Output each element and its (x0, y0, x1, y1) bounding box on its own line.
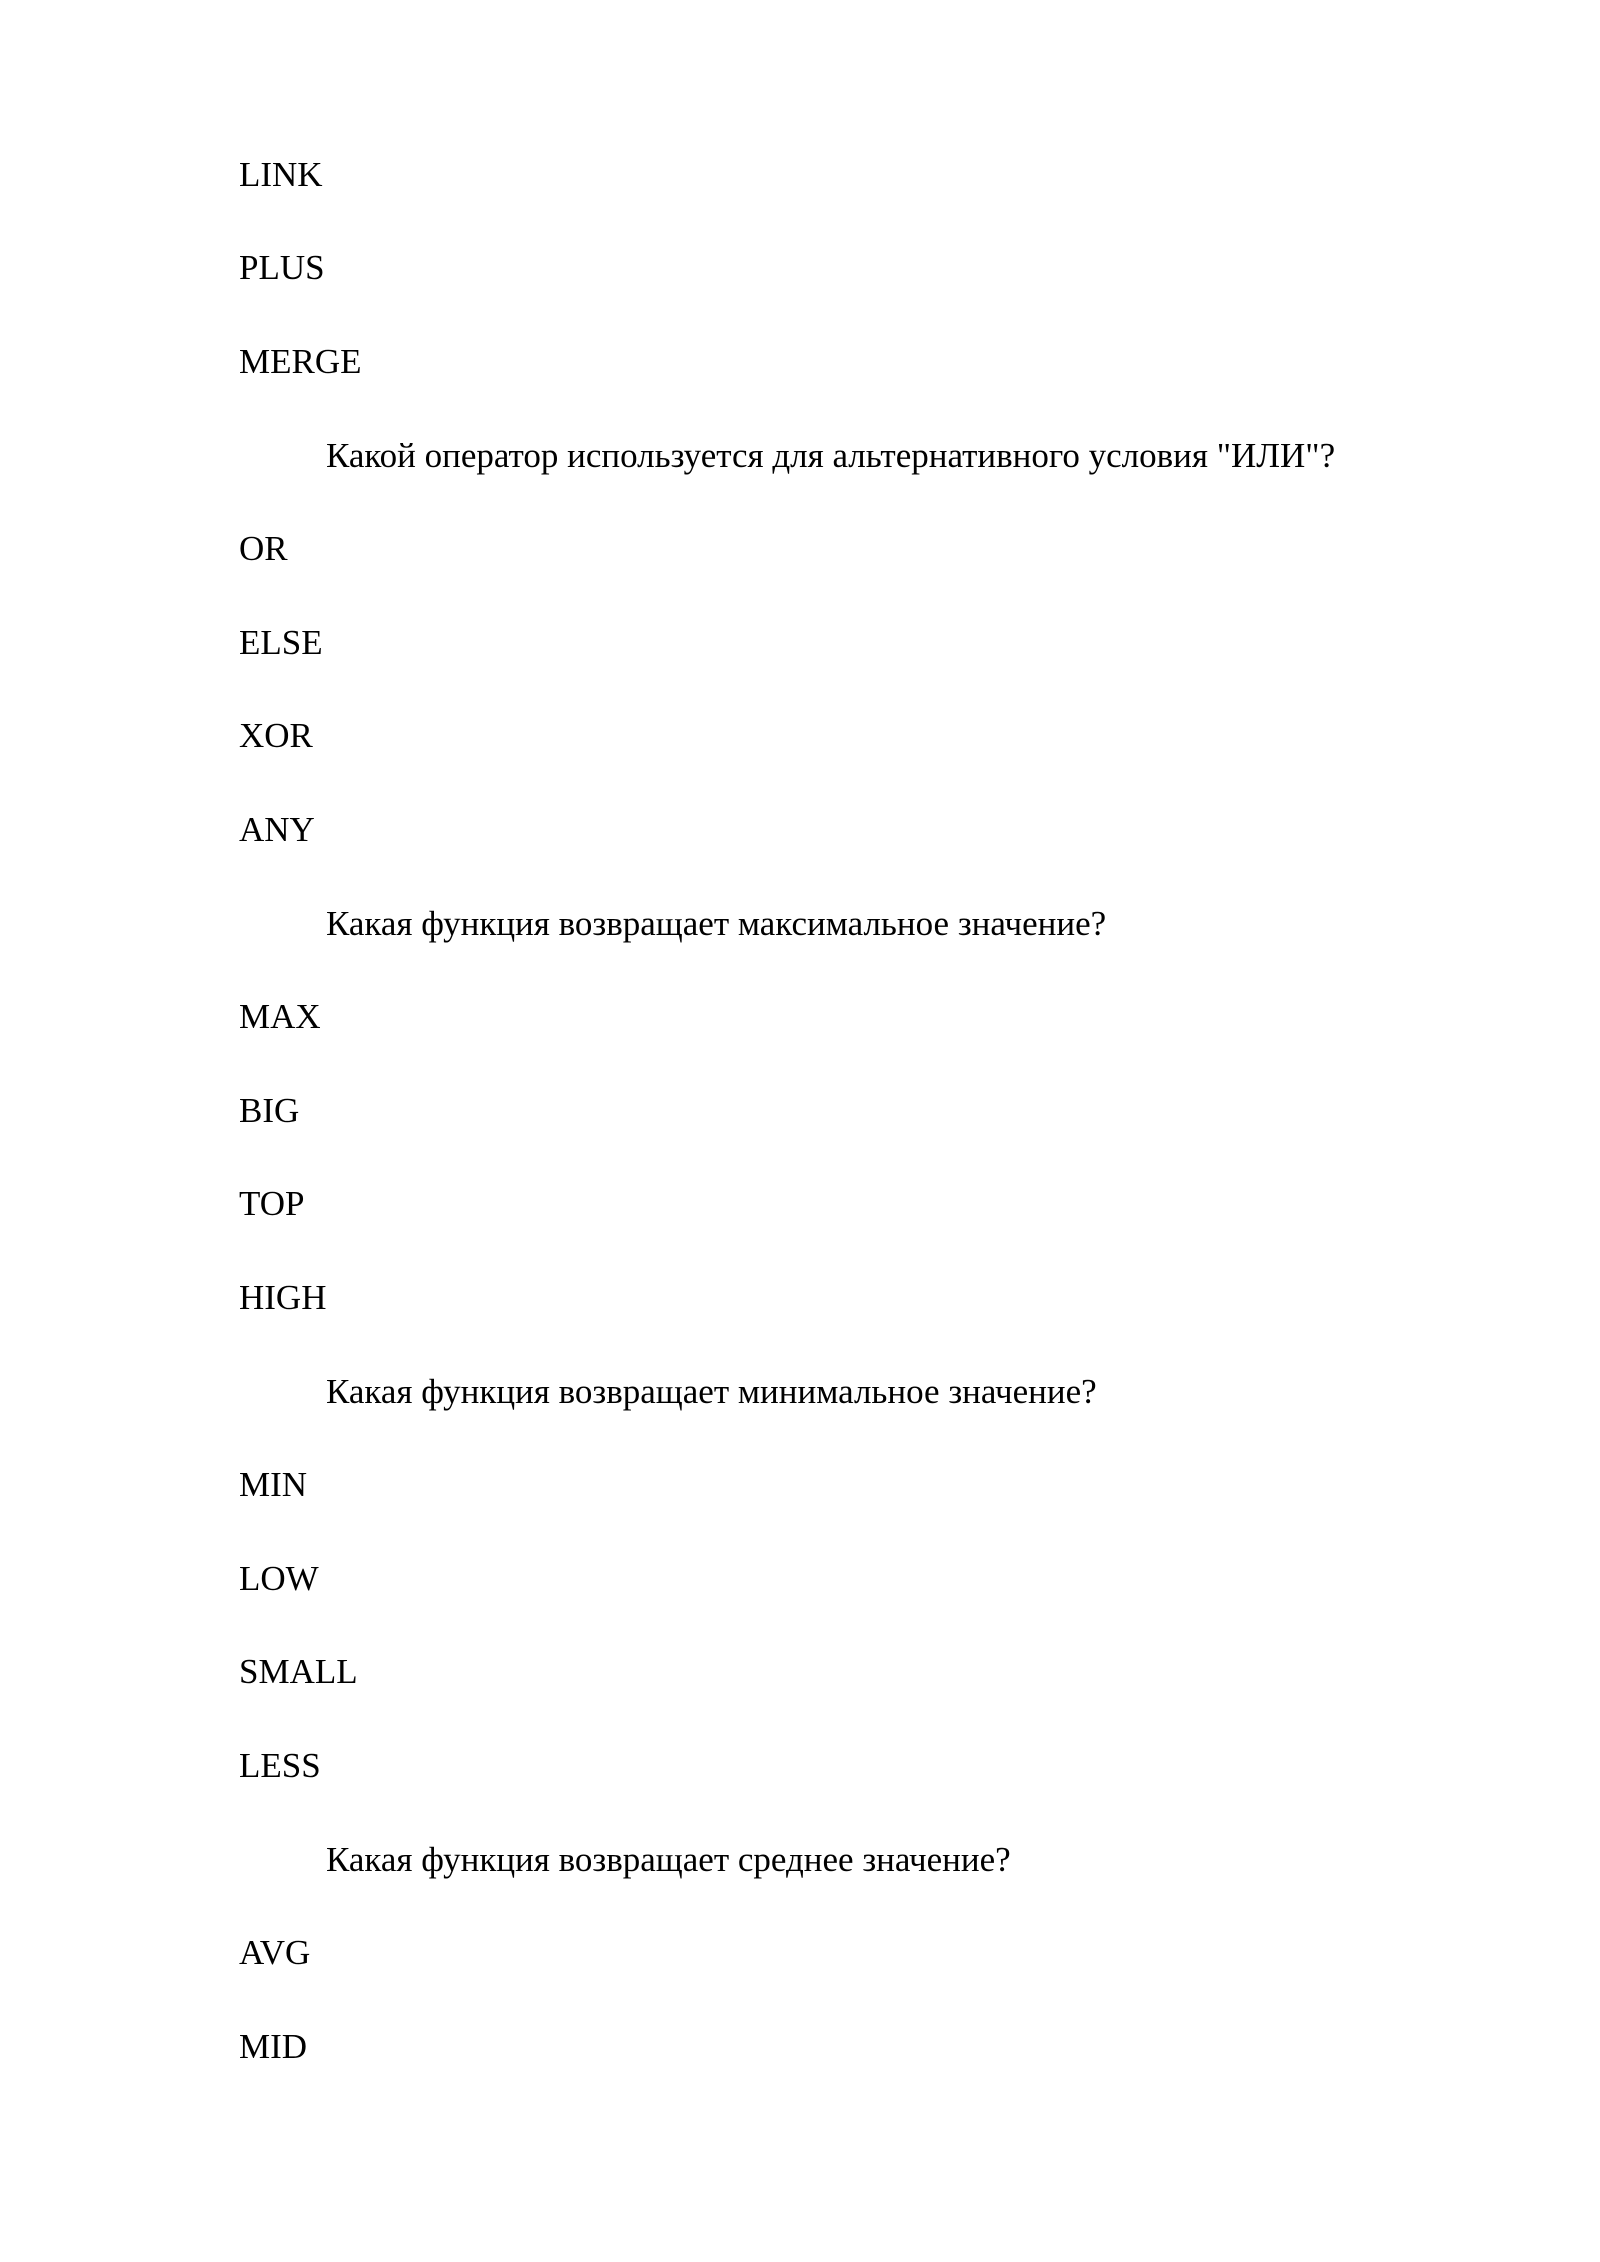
answer-option: PLUS (239, 248, 325, 287)
answer-option: MAX (239, 997, 321, 1036)
answer-option: MERGE (239, 342, 362, 381)
answer-option: AVG (239, 1933, 311, 1972)
answer-option: LESS (239, 1746, 321, 1785)
answer-option: ANY (239, 810, 315, 849)
answer-option: SMALL (239, 1652, 358, 1691)
question-text: Какая функция возвращает среднее значение? (326, 1840, 1011, 1879)
question-text: Какая функция возвращает минимальное значение? (326, 1372, 1097, 1411)
answer-option: MIN (239, 1465, 308, 1504)
answer-option: TOP (239, 1184, 305, 1223)
answer-option: XOR (239, 716, 313, 755)
answer-option: HIGH (239, 1278, 327, 1317)
answer-option: ELSE (239, 623, 323, 662)
answer-option: MID (239, 2027, 308, 2066)
answer-option: OR (239, 529, 288, 568)
question-text: Какая функция возвращает максимальное значение? (326, 904, 1107, 943)
answer-option: LOW (239, 1559, 319, 1598)
answer-option: BIG (239, 1091, 300, 1130)
question-text: Какой оператор используется для альтернативного условия "ИЛИ"? (326, 436, 1336, 475)
answer-option: LINK (239, 155, 323, 194)
